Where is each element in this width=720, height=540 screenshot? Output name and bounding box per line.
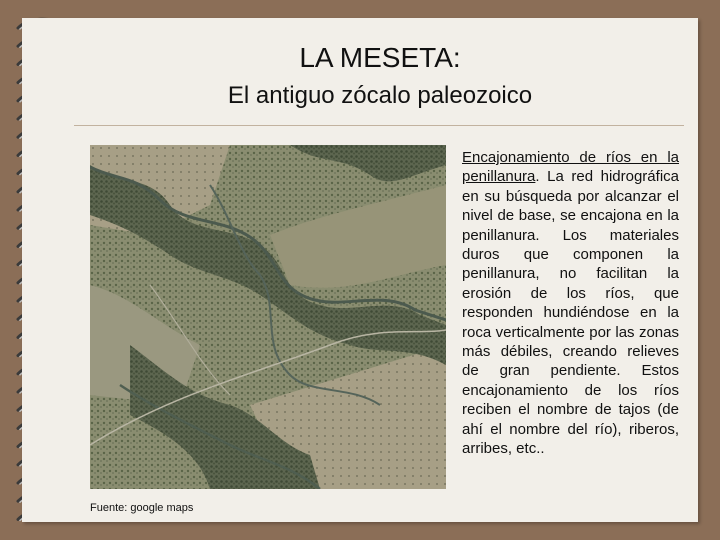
image-source-caption: Fuente: google maps (90, 502, 194, 514)
satellite-image (90, 145, 446, 489)
body-text-lead: Encajonamiento de ríos en la penillanura (462, 149, 679, 186)
body-text-rest: . La red hidrográfica en su búsqueda por alcanzar el nivel de base, se encajona en la penillanura. Los materiales duros que componen la penillanura, no facilitan la erosión de los ríos, que responden hundiéndose en la roca verticalmente por las zonas más débiles, creando relieves de gran pendiente. Estos encajonamiento de los ríos reciben el nombre de tajos (de ahí el nombre del río), riberos, arribes, etc.. (462, 168, 679, 458)
divider (74, 125, 684, 126)
slide-title: LA MESETA: (299, 42, 461, 73)
body-text (462, 148, 679, 459)
slide (22, 18, 698, 522)
slide-subtitle: El antiguo zócalo paleozoico (227, 82, 533, 109)
